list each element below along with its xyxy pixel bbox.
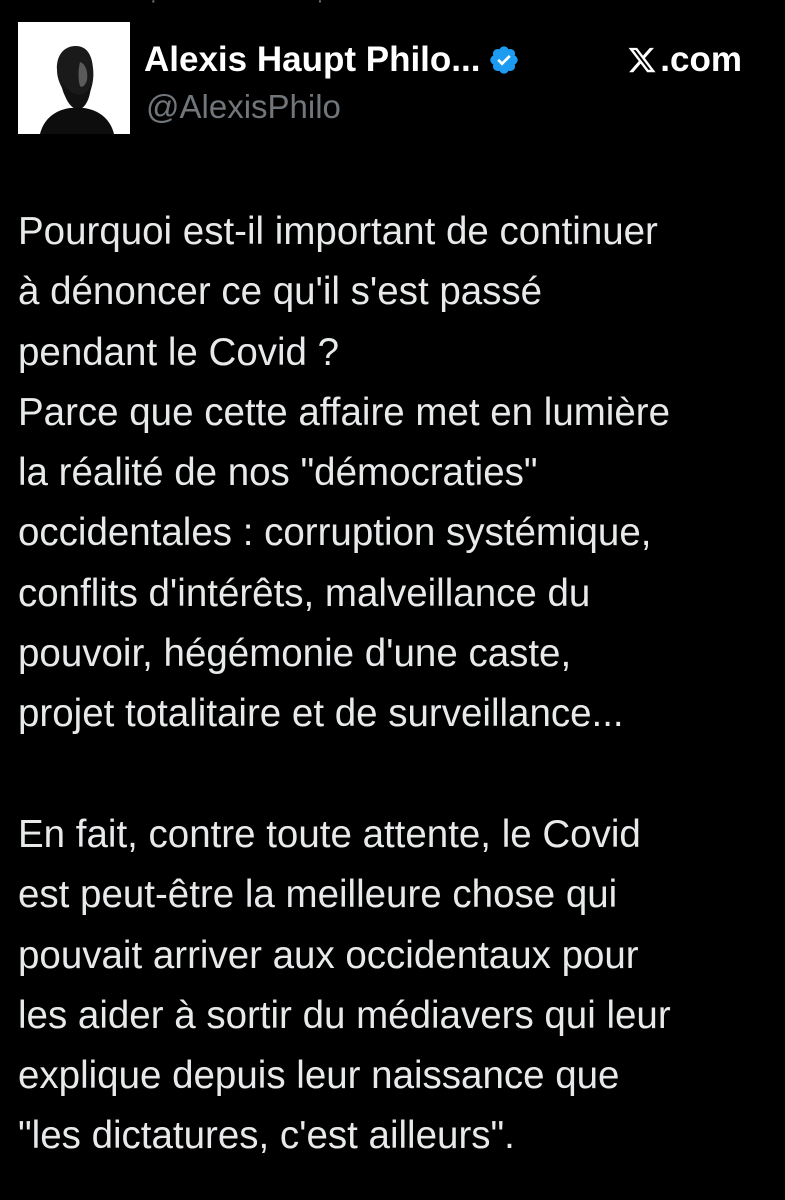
verified-badge-icon [488, 44, 520, 76]
paragraph-spacer [18, 745, 768, 805]
post-paragraph-2 [18, 805, 768, 1167]
source-link[interactable] [627, 40, 742, 80]
text-line: pouvoir, hégémonie d'une caste, [18, 632, 572, 676]
text-line: Pourquoi est-il important de continuer [18, 210, 658, 253]
text-line: pouvait arriver aux occidentaux pour [18, 933, 639, 977]
author-handle[interactable]: @AlexisPhilo [146, 88, 341, 125]
text-line: est peut-être la meilleure chose qui [18, 873, 618, 917]
post-paragraph-1 [18, 202, 768, 745]
text-line: explique depuis leur naissance que [18, 1054, 620, 1098]
text-line: à dénoncer ce qu'il s'est passé [18, 270, 543, 314]
post-text [18, 202, 768, 1167]
avatar-portrait-icon [18, 22, 130, 134]
previous-content-sliver [0, 0, 785, 12]
text-line: Parce que cette affaire met en lumière [18, 390, 670, 434]
text-line: la réalité de nos "démocraties" [18, 451, 538, 495]
post-header [18, 22, 768, 138]
text-line: "les dictatures, c'est ailleurs". [18, 1114, 515, 1158]
x-logo-icon [627, 45, 657, 75]
author-display-name[interactable]: Alexis Haupt Philo... [144, 40, 481, 79]
text-line: occidentales : corruption systémique, [18, 511, 652, 555]
cutoff-glyphs: ·· [150, 0, 484, 12]
text-line: les aider à sortir du médiavers qui leur [18, 993, 671, 1037]
avatar[interactable] [18, 22, 130, 134]
text-line: projet totalitaire et de surveillance... [18, 692, 624, 736]
text-line: En fait, contre toute attente, le Covid [18, 812, 641, 856]
text-line: conflits d'intérêts, malveillance du [18, 571, 591, 615]
source-label: .com [660, 40, 742, 79]
author-name-row[interactable] [144, 40, 520, 80]
text-line: pendant le Covid ? [18, 330, 340, 374]
